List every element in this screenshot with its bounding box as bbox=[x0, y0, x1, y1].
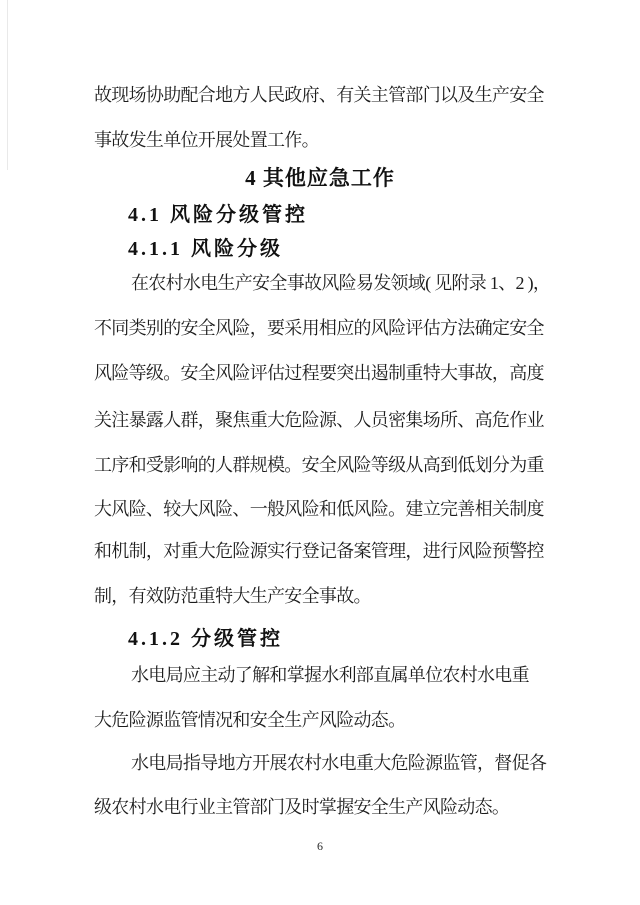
chapter-heading: 4 其他应急工作 bbox=[245, 166, 395, 190]
paragraph-line: 和机制，对重大危险源实行登记备案管理，进行风险预警控 bbox=[94, 541, 544, 561]
paragraph-line: 故现场协助配合地方人民政府、有关主管部门以及生产安全 bbox=[94, 85, 544, 105]
paragraph-line: 大危险源监管情况和安全生产风险动态。 bbox=[94, 710, 406, 730]
paragraph-line: 工序和受影响的人群规模。安全风险等级从高到低划分为重 bbox=[94, 455, 544, 475]
paragraph-line: 级农村水电行业主管部门及时掌握安全生产风险动态。 bbox=[94, 797, 510, 817]
section-heading-4-1: 4.1 风险分级管控 bbox=[128, 204, 308, 226]
paragraph-line: 在农村水电生产安全事故风险易发领域( 见附录 1、2 )， bbox=[131, 273, 551, 293]
paragraph-line: 制，有效防范重特大生产安全事故。 bbox=[94, 586, 371, 606]
section-heading-4-1-2: 4.1.2 分级管控 bbox=[128, 628, 283, 650]
paragraph-line: 水电局应主动了解和掌握水利部直属单位农村水电重 bbox=[131, 665, 529, 685]
scan-edge-artifact bbox=[7, 0, 8, 170]
page-number: 6 bbox=[317, 839, 323, 853]
paragraph-line: 关注暴露人群，聚焦重大危险源、人员密集场所、高危作业 bbox=[94, 410, 544, 430]
paragraph-line: 不同类别的安全风险，要采用相应的风险评估方法确定安全 bbox=[94, 318, 544, 338]
paragraph-line: 水电局指导地方开展农村水电重大危险源监管，督促各 bbox=[131, 753, 547, 773]
paragraph-line: 事故发生单位开展处置工作。 bbox=[94, 130, 319, 150]
paragraph-line: 大风险、较大风险、一般风险和低风险。建立完善相关制度 bbox=[94, 499, 544, 519]
paragraph-line: 风险等级。安全风险评估过程要突出遏制重特大事故，高度 bbox=[94, 363, 544, 383]
section-heading-4-1-1: 4.1.1 风险分级 bbox=[128, 238, 283, 260]
